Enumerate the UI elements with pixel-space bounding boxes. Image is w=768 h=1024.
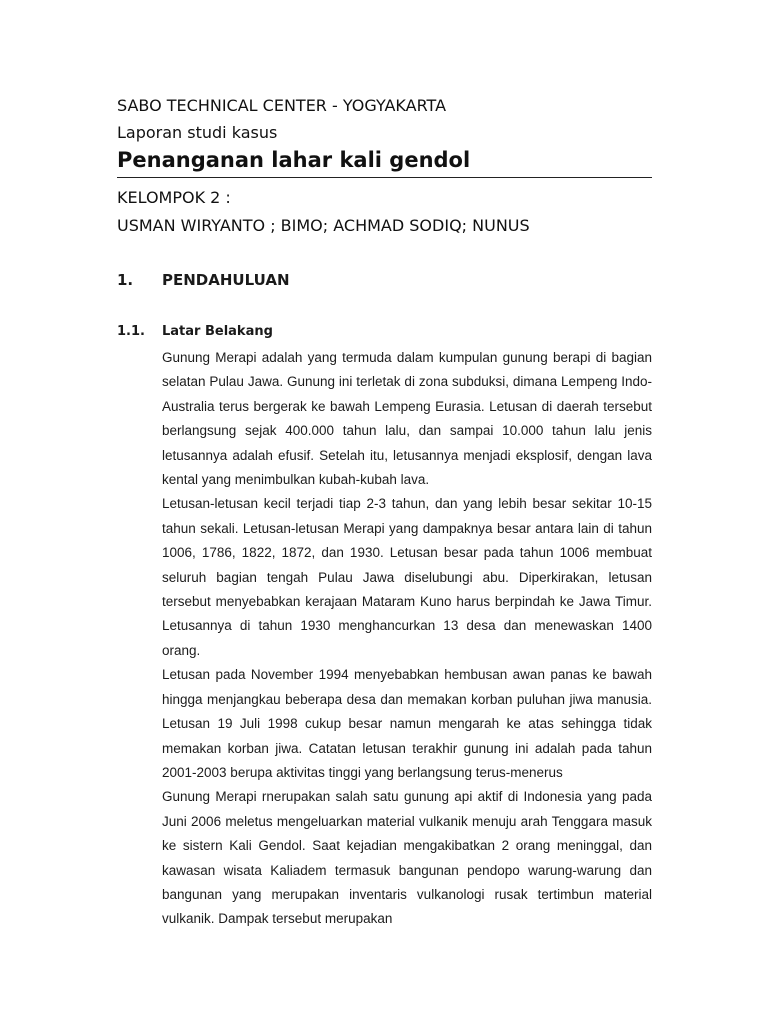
body-text: [162, 346, 652, 932]
subsection-title: Latar Belakang: [162, 324, 273, 339]
section-title: PENDAHULUAN: [162, 271, 290, 289]
paragraph: Letusan pada November 1994 menyebabkan hembusan awan panas ke bawah hingga menjangkau beberapa desa dan memakan korban puluhan jiwa manusia. Letusan 19 Juli 1998 cukup besar namun mengarah ke atas sehingga tidak memakan korban jiwa. Catatan letusan terakhir gunung ini adalah pada tahun 2001-2003 berupa aktivitas tinggi yang berlangsung terus-menerus: [162, 667, 652, 780]
group-members: USMAN WIRYANTO ; BIMO; ACHMAD SODIQ; NUNUS: [117, 216, 530, 235]
subsection-number: 1.1.: [117, 324, 145, 339]
section-number: 1.: [117, 271, 134, 289]
paragraph: Letusan-letusan kecil terjadi tiap 2-3 tahun, dan yang lebih besar sekitar 10-15 tahun sekali. Letusan-letusan Merapi yang dampaknya besar antara lain di tahun 1006, 1786, 1822, 1872, dan 1930. Letusan besar pada tahun 1006 membuat seluruh bagian tengah Pulau Jawa diselubungi abu. Diperkirakan, letusan tersebut menyebabkan kerajaan Mataram Kuno harus berpindah ke Jawa Timur. Letusannya di tahun 1930 menghancurkan 13 desa dan menewaskan 1400 orang.: [162, 496, 652, 658]
paragraph: Gunung Merapi adalah yang termuda dalam kumpulan gunung berapi di bagian selatan Pulau Jawa. Gunung ini terletak di zona subduksi, dimana Lempeng Indo-Australia terus bergerak ke bawah Lempeng Eurasia. Letusan di daerah tersebut berlangsung sejak 400.000 tahun lalu, dan sampai 10.000 tahun lalu jenis letusannya adalah efusif. Setelah itu, letusannya menjadi eksplosif, dengan lava kental yang menimbulkan kubah-kubah lava.: [162, 350, 652, 488]
document-title: Penanganan lahar kali gendol: [117, 148, 471, 172]
paragraph: Gunung Merapi rnerupakan salah satu gunung api aktif di Indonesia yang pada Juni 2006 meletus mengeluarkan material vulkanik menuju arah Tenggara masuk ke sistern Kali Gendol. Saat kejadian mengakibatkan 2 orang meninggal, dan kawasan wisata Kaliadem termasuk bangunan pendopo warung-warung dan bangunan yang merupakan inventaris vulkanologi rusak tertimbun material vulkanik. Dampak tersebut merupakan: [162, 789, 652, 927]
title-divider: [117, 177, 652, 178]
organization-heading: SABO TECHNICAL CENTER - YOGYAKARTA: [117, 96, 447, 115]
group-label: KELOMPOK 2 :: [117, 188, 231, 207]
document-type: Laporan studi kasus: [117, 123, 278, 142]
